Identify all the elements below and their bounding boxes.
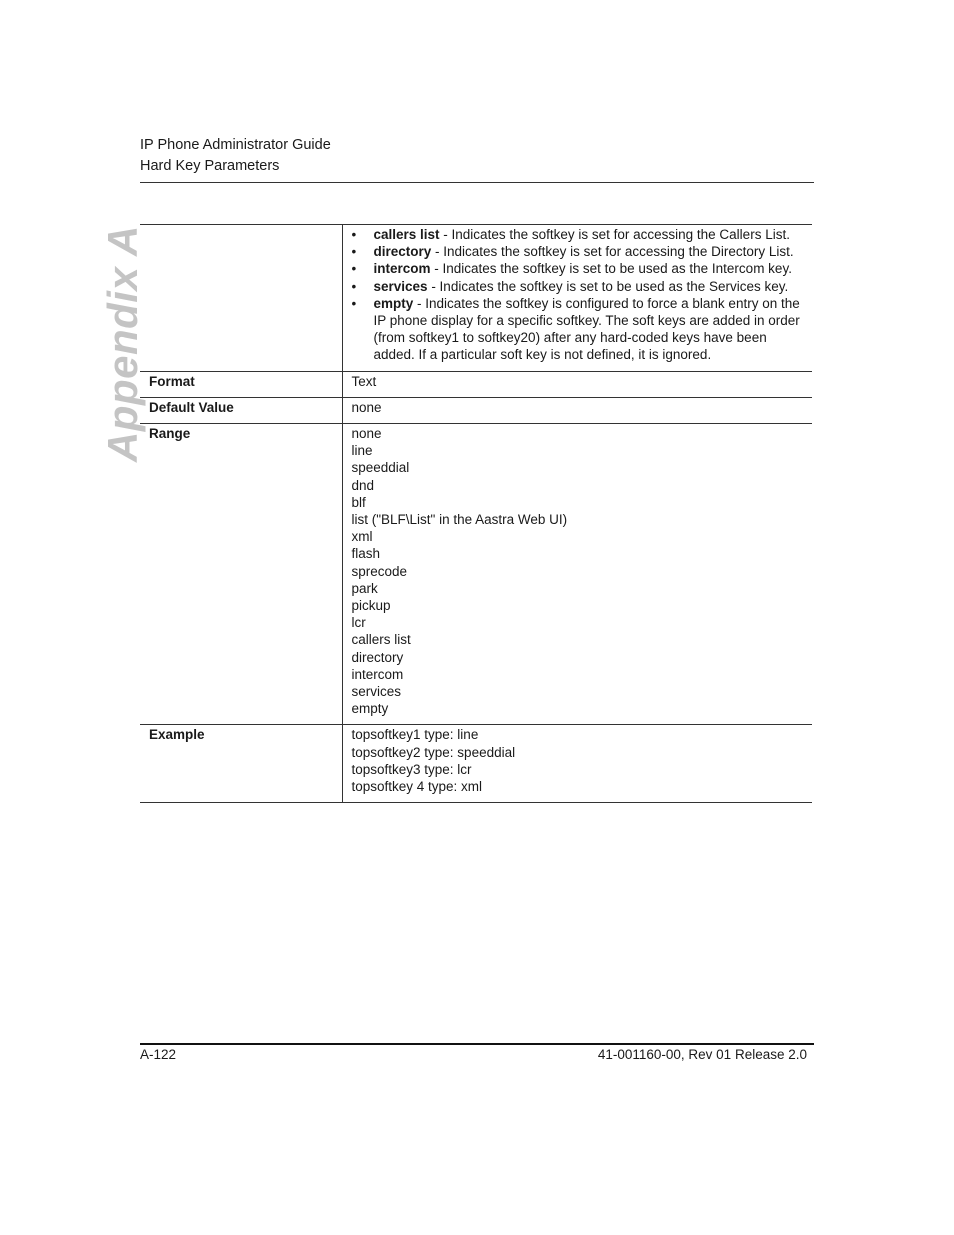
table-row (140, 225, 812, 372)
example-item: topsoftkey3 type: lcr (351, 761, 472, 777)
header-divider (140, 182, 814, 183)
list-item: • empty - Indicates the softkey is configured to force a blank entry on the IP phone display for a specific softkey. The soft keys are added in order (from softkey1 to softkey20) after any hard-coded keys have been added. If a particular soft key is not defined, it is ignored. (351, 295, 800, 363)
example-values (342, 725, 812, 803)
range-item: blf (351, 494, 366, 510)
list-item: • directory - Indicates the softkey is set for accessing the Directory List. (351, 244, 794, 260)
range-item: none (351, 426, 382, 442)
range-item: empty (351, 701, 389, 717)
bullet-icon: • (351, 261, 357, 277)
example-item: topsoftkey2 type: speeddial (351, 744, 516, 760)
range-label: Range (140, 424, 342, 725)
bullet-icon: • (351, 295, 357, 311)
range-item: pickup (351, 598, 391, 614)
range-item: services (351, 684, 402, 700)
list-item: • intercom - Indicates the softkey is set to be used as the Intercom key. (351, 261, 792, 277)
example-item: topsoftkey1 type: line (351, 727, 479, 743)
softkey-type-list (352, 226, 809, 364)
format-label: Format (140, 371, 342, 397)
list-item: • services - Indicates the softkey is set to be used as the Services key. (351, 278, 789, 294)
document-id: 41-001160-00, Rev 01 Release 2.0 (597, 1047, 807, 1062)
bullet-icon: • (351, 278, 357, 294)
table-row (140, 371, 812, 397)
footer-divider (140, 1043, 814, 1045)
range-item: speeddial (351, 460, 410, 476)
page-number: A-122 (140, 1047, 177, 1062)
row-value (342, 225, 812, 372)
table-row (140, 397, 812, 423)
bullet-icon: • (351, 244, 357, 260)
range-item: xml (351, 529, 373, 545)
list-item: • callers list - Indicates the softkey is set for accessing the Callers List. (351, 227, 790, 242)
range-item: callers list (351, 632, 411, 648)
format-value: Text (342, 371, 812, 397)
row-label-empty (140, 225, 342, 372)
range-item: line (351, 443, 373, 459)
table-row (140, 424, 812, 725)
appendix-side-tab: Appendix A (99, 225, 146, 462)
section-title: Hard Key Parameters (140, 158, 280, 174)
table-row (140, 725, 812, 803)
bullet-icon: • (351, 227, 357, 242)
range-item: park (351, 580, 378, 596)
range-item: sprecode (351, 563, 408, 579)
range-values (342, 424, 812, 725)
default-value-label: Default Value (140, 397, 342, 423)
example-label: Example (140, 725, 342, 803)
range-item: directory (351, 649, 404, 665)
example-item: topsoftkey 4 type: xml (351, 779, 483, 795)
page-header (140, 135, 331, 177)
default-value-value: none (342, 397, 812, 423)
range-item: intercom (351, 666, 404, 682)
range-item: flash (351, 546, 381, 562)
parameter-table (140, 224, 812, 803)
range-item: list ("BLF\List" in the Aastra Web UI) (351, 512, 568, 528)
range-item: lcr (351, 615, 366, 631)
guide-title: IP Phone Administrator Guide (140, 137, 331, 153)
range-item: dnd (351, 477, 375, 493)
